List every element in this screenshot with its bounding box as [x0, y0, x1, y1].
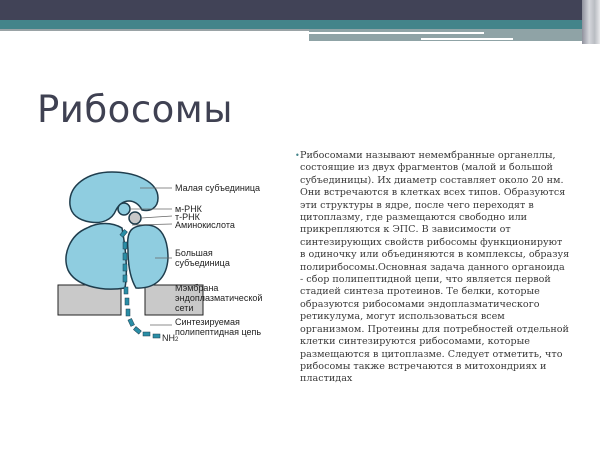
- label-membrane-3: сети: [175, 303, 194, 313]
- header-edge: [582, 0, 600, 44]
- header-grey-line: [0, 29, 310, 31]
- body-text: [295, 150, 570, 386]
- label-chain-2: полипептидная цепь: [175, 327, 262, 337]
- label-membrane-1: Мэмбрана: [175, 283, 219, 293]
- header-dark-band: [0, 0, 600, 20]
- label-amino-acid: Аминокислота: [175, 220, 235, 230]
- nh-text: NH: [162, 333, 175, 343]
- label-large-subunit-2: субъединица: [175, 258, 230, 268]
- label-small-subunit: Малая субъединица: [175, 183, 261, 193]
- slide-title: Рибосомы: [37, 88, 233, 131]
- header-accent-line: [309, 32, 484, 34]
- label-chain-1: Синтезируемая: [175, 317, 240, 327]
- ribosome-diagram: [40, 150, 290, 360]
- label-nh2: [162, 333, 178, 345]
- header-teal-band: [0, 20, 582, 29]
- label-membrane-2: эндоплазматической: [175, 293, 263, 303]
- header-accent-line: [421, 38, 513, 40]
- label-mrna: м-РНК: [175, 204, 202, 214]
- bullet-icon: •: [295, 151, 300, 160]
- nh-subscript: 2: [175, 337, 179, 343]
- body-paragraph: Рибосомами называют немембранные органеллы, состоящие из двух фрагментов (малой и большой субъединицы). Их диаметр составляет около 20 нм. Они встречаются в клетках всех типов. Образуются эти структуры в ядре, после чего переходят в цитоплазму, где размещаются свободно или прикрепляются к ЭПС. В зависимости от синтезирующих свойств рибосомы функционируют в одиночку или объединяются в комплексы, образуя полирибосомы.Основная задача данного органоида - сбор полипептидной цепи, что является первой стадией синтеза протеинов. Те белки, которые образуются рибосомами эндоплазматического ретикулума, могут использоваться всем организмом. Протеины для потребностей отдельной клетки синтезируются рибосомами, которые размещаются в цитоплазме. Следует отметить, что рибосомы также встречаются в митохондриях и пластидах: [300, 150, 570, 385]
- label-trna: т-РНК: [175, 212, 200, 222]
- label-large-subunit-1: Большая: [175, 248, 213, 258]
